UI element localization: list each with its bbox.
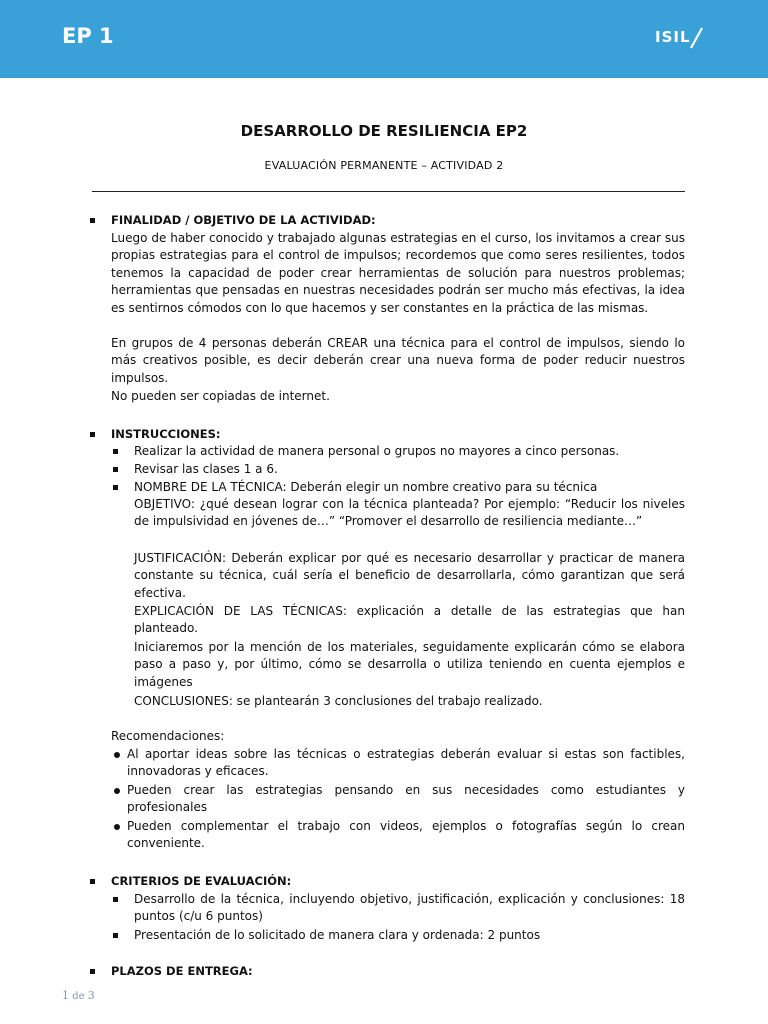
explicacion-text: EXPLICACIÓN DE LAS TÉCNICAS: explicación a detalle de las estrategias que han planteado.: [134, 604, 685, 636]
section-title-plazos: PLAZOS DE ENTREGA:: [111, 964, 253, 978]
header-title: EP 1: [62, 24, 114, 48]
divider: [92, 191, 685, 192]
square-bullet-icon: [113, 897, 118, 902]
finalidad-paragraph-3: No pueden ser copiadas de internet.: [111, 389, 330, 403]
conclusiones-text: CONCLUSIONES: se plantearán 3 conclusiones del trabajo realizado.: [134, 694, 543, 708]
document-subtitle: EVALUACIÓN PERMANENTE – ACTIVIDAD 2: [264, 159, 504, 172]
section-title-instrucciones: INSTRUCCIONES:: [111, 427, 221, 441]
page-number: [62, 989, 95, 1002]
page-of-label: de: [72, 991, 85, 1002]
recomendacion-item: Al aportar ideas sobre las técnicas o estrategias deberán evaluar si estas son factibles, innovadoras y eficaces.: [127, 747, 685, 779]
recomendaciones-title: Recomendaciones:: [111, 729, 225, 743]
finalidad-paragraph-1: Luego de haber conocido y trabajado algunas estrategias en el curso, los invitamos a crear sus propias estrategias para el control de impulsos; recordemos que como seres resilientes, todos tenemos la capacidad de poder crear herramientas de solución para nuestros problemas; herramientas que pensadas en nuestras necesidades podrán ser mucho más efectivas, la idea es sentirnos cómodos con lo que hacemos y ser constantes en la práctica de las mismas.: [111, 231, 685, 315]
round-bullet-icon: [114, 824, 120, 830]
current-page: 1: [62, 989, 69, 1002]
square-bullet-icon: [113, 485, 118, 490]
document-title: DESARROLLO DE RESILIENCIA EP2: [240, 122, 528, 140]
page-header: [0, 0, 768, 78]
square-bullet-icon: [113, 933, 118, 938]
square-bullet-icon: [113, 467, 118, 472]
iniciaremos-text: Iniciaremos por la mención de los materiales, seguidamente explicarán cómo se elabora paso a paso y, por último, cómo se desarrolla o utiliza teniendo en cuenta ejemplos e imágenes: [134, 640, 685, 689]
square-bullet-icon: [90, 879, 95, 884]
section-title-finalidad: FINALIDAD / OBJETIVO DE LA ACTIVIDAD:: [111, 213, 376, 227]
isil-logo: ISIL: [655, 28, 691, 46]
instruction-item: Revisar las clases 1 a 6.: [134, 462, 278, 476]
justificacion-text: JUSTIFICACIÓN: Deberán explicar por qué es necesario desarrollar y practicar de manera constante su técnica, cuál sería el beneficio de desarrollarla, cómo garantizan que será efectiva.: [134, 551, 685, 600]
instruction-item: NOMBRE DE LA TÉCNICA: Deberán elegir un nombre creativo para su técnica: [134, 480, 598, 494]
round-bullet-icon: [114, 752, 120, 758]
criterio-item: Presentación de lo solicitado de manera clara y ordenada: 2 puntos: [134, 928, 541, 942]
finalidad-paragraph-2: En grupos de 4 personas deberán CREAR una técnica para el control de impulsos, siendo lo más creativos posible, es decir deberán crear una nueva forma de poder reducir nuestros impulsos.: [111, 336, 685, 385]
square-bullet-icon: [90, 432, 95, 437]
square-bullet-icon: [90, 218, 95, 223]
section-title-criterios: CRITERIOS DE EVALUACIÓN:: [111, 874, 292, 888]
logo-slash-icon: [688, 26, 704, 50]
recomendacion-item: Pueden crear las estrategias pensando en sus necesidades como estudiantes y profesionales: [127, 783, 685, 815]
instruction-item: Realizar la actividad de manera personal o grupos no mayores a cinco personas.: [134, 444, 620, 458]
round-bullet-icon: [114, 788, 120, 794]
recomendacion-item: Pueden complementar el trabajo con videos, ejemplos o fotografías según lo crean conveniente.: [127, 819, 685, 851]
total-pages: 3: [87, 989, 95, 1002]
square-bullet-icon: [113, 449, 118, 454]
square-bullet-icon: [90, 969, 95, 974]
objetivo-text: OBJETIVO: ¿qué desean lograr con la técnica planteada? Por ejemplo: “Reducir los niveles de impulsividad en jóvenes de…” “Promover el desarrollo de resiliencia mediante…”: [134, 497, 685, 529]
criterio-item: Desarrollo de la técnica, incluyendo objetivo, justificación, explicación y conclusiones: 18 puntos (c/u 6 puntos): [134, 892, 685, 924]
